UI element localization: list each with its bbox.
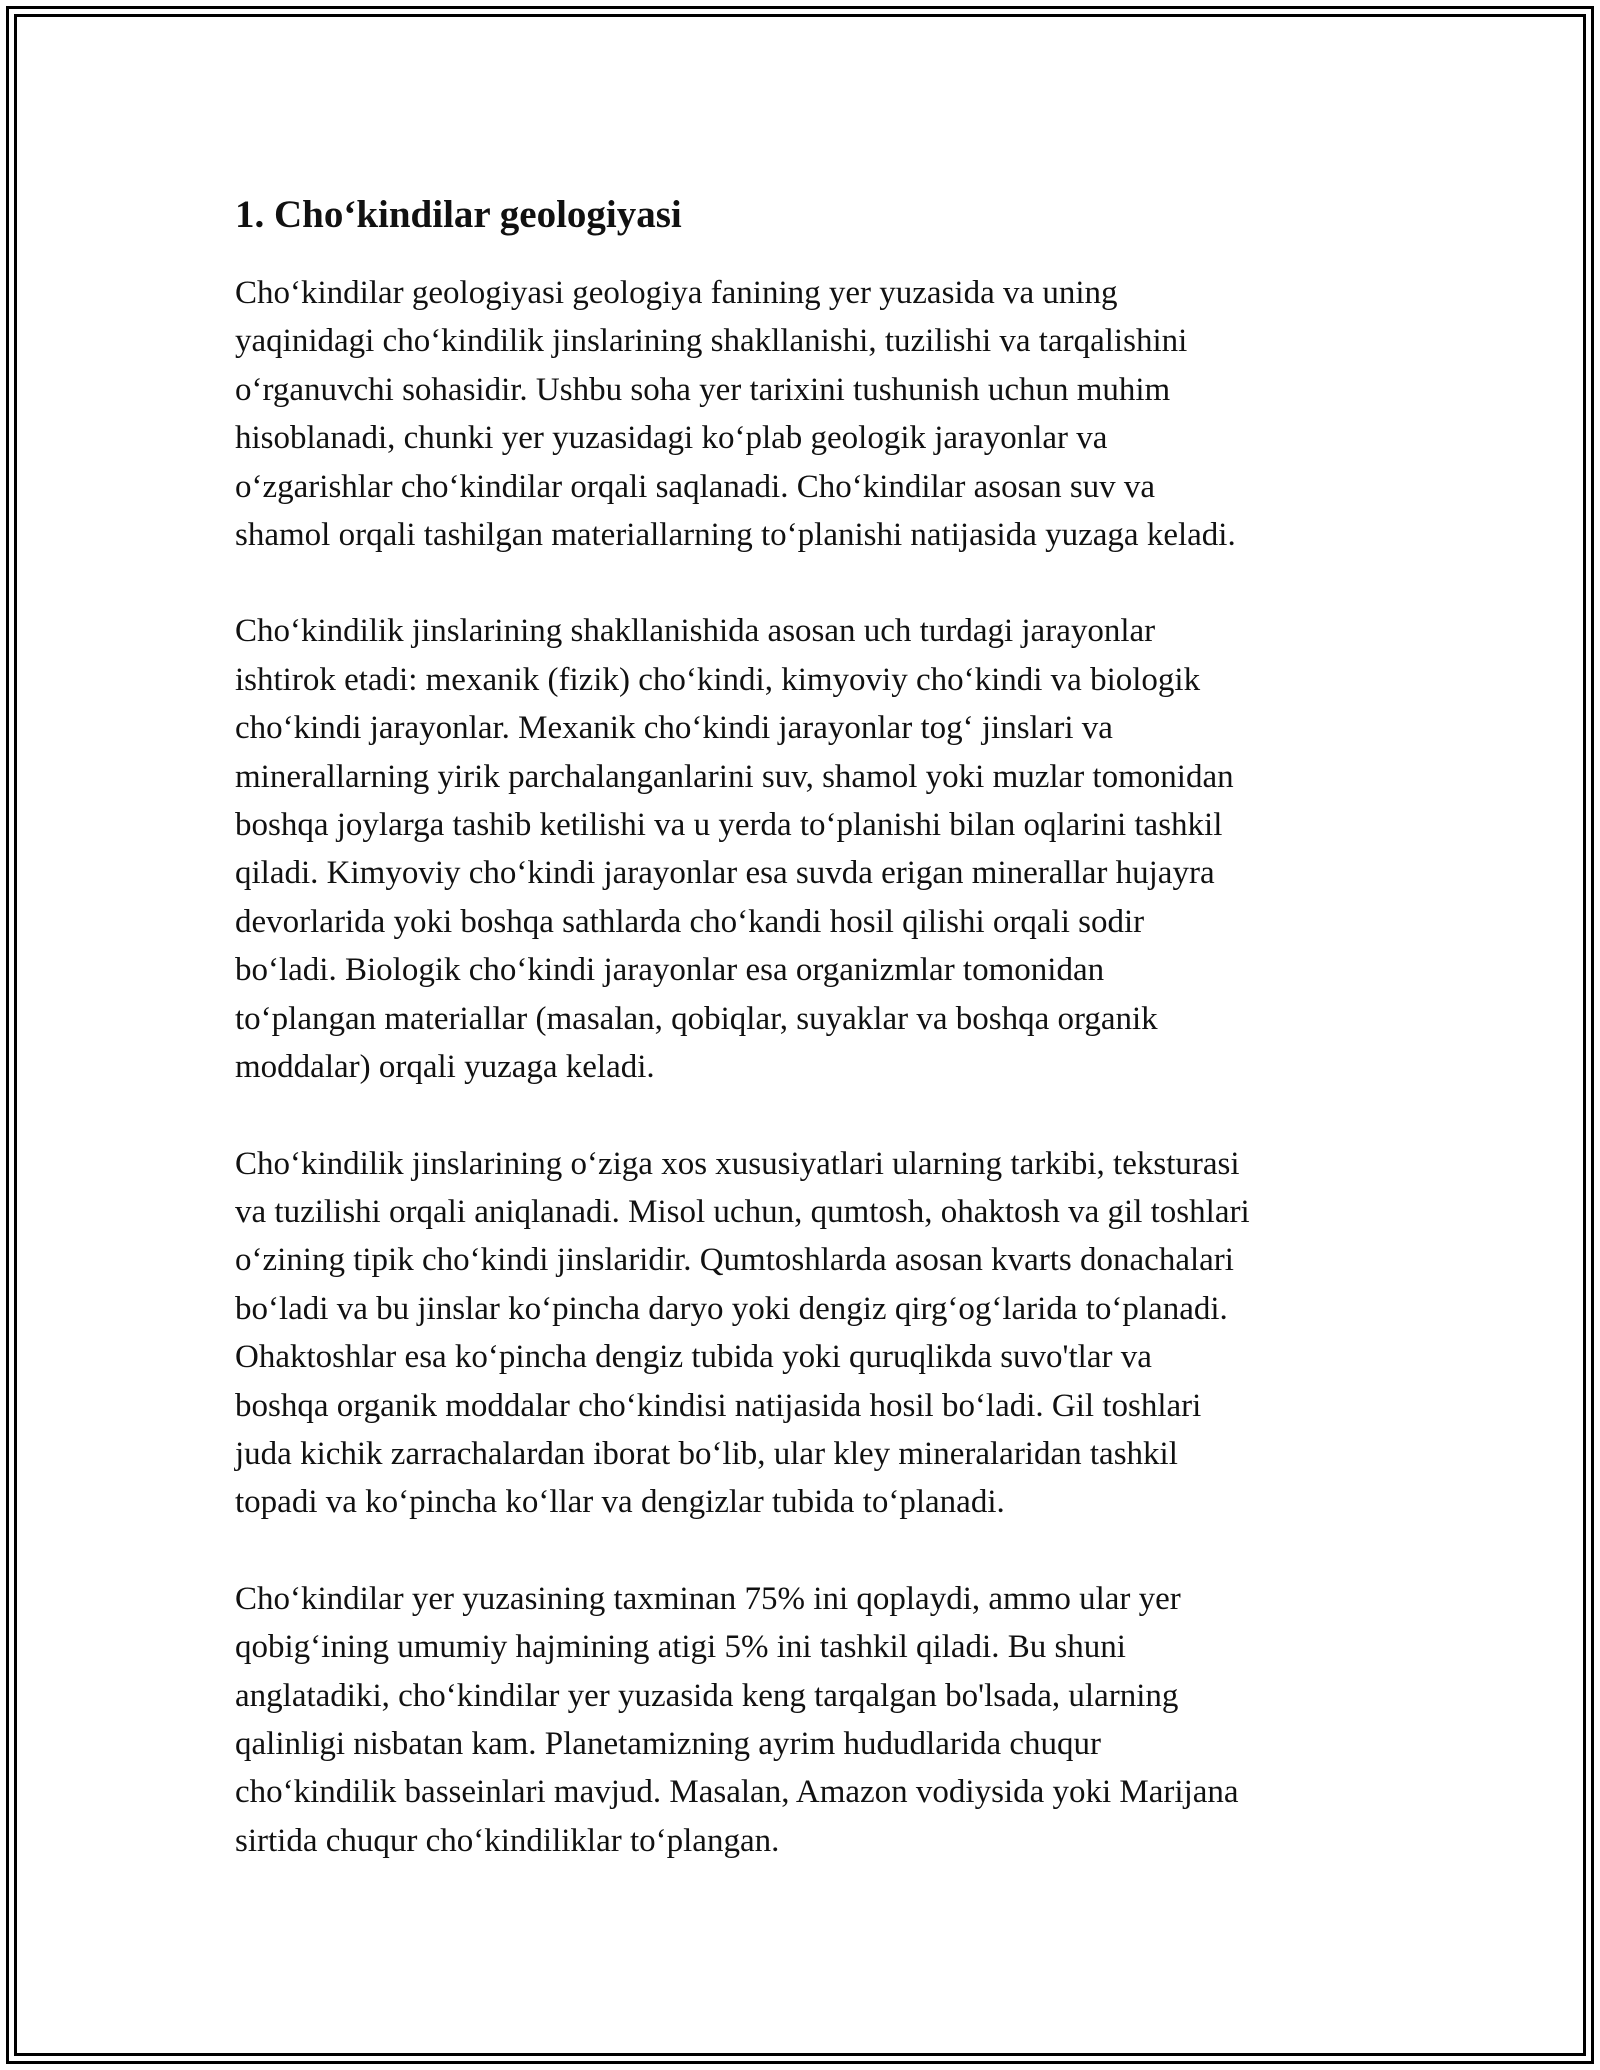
paragraph-line: boʻladi va bu jinslar koʻpincha daryo yoki dengiz qirgʻogʻlarida toʻplanadi. (235, 1290, 1228, 1327)
paragraph-line: boshqa joylarga tashib ketilishi va u yerda toʻplanishi bilan oqlarini tashkil (235, 807, 1223, 844)
paragraph-line: choʻkindilik basseinlari mavjud. Masalan, Amazon vodiysida yoki Marijana (235, 1774, 1239, 1811)
paragraph-line: choʻkindi jarayonlar. Mexanik choʻkindi jarayonlar togʻ jinslari va (235, 710, 1113, 747)
paragraph-line: toʻplangan materiallar (masalan, qobiqlar, suyaklar va boshqa organik (235, 1000, 1158, 1037)
paragraph-line: Choʻkindilar yer yuzasining taxminan 75% ini qoplaydi, ammo ular yer (235, 1580, 1181, 1617)
paragraph-line: qalinligi nisbatan kam. Planetamizning ayrim hududlarida chuqur (235, 1725, 1102, 1762)
paragraph-line: oʻzining tipik choʻkindi jinslaridir. Qumtoshlarda asosan kvarts donachalari (235, 1242, 1234, 1279)
paragraph-line: moddalar) orqali yuzaga keladi. (235, 1049, 655, 1086)
paragraph-line: Choʻkindilar geologiyasi geologiya fanining yer yuzasida va uning (235, 275, 1118, 311)
paragraph-2 (235, 607, 1375, 1091)
paragraph-line: shamol orqali tashilgan materiallarning toʻplanishi natijasida yuzaga keladi. (235, 517, 1236, 554)
paragraph-line: qobigʻining umumiy hajmining atigi 5% ini tashkil qiladi. Bu shuni (235, 1629, 1126, 1666)
paragraph-line: yaqinidagi choʻkindilik jinslarining shakllanishi, tuzilishi va tarqalishini (235, 323, 1188, 360)
paragraph-line: anglatadiki, choʻkindilar yer yuzasida keng tarqalgan bo'lsada, ularning (235, 1677, 1179, 1714)
paragraph-3 (235, 1140, 1375, 1527)
paragraph-line: Ohaktoshlar esa koʻpincha dengiz tubida yoki quruqlikda suvo'tlar va (235, 1339, 1152, 1376)
paragraph-line: oʻrganuvchi sohasidir. Ushbu soha yer tarixini tushunish uchun muhim (235, 371, 1171, 408)
paragraph-line: qiladi. Kimyoviy choʻkindi jarayonlar esa suvda erigan minerallar hujayra (235, 855, 1215, 892)
paragraph-line: minerallarning yirik parchalanganlarini suv, shamol yoki muzlar tomonidan (235, 758, 1234, 795)
paragraph-line: juda kichik zarrachalardan iborat boʻlib, ular kley mineralaridan tashkil (235, 1435, 1178, 1472)
paragraph-line: boʻladi. Biologik choʻkindi jarayonlar esa organizmlar tomonidan (235, 952, 1105, 989)
paragraph-line: boshqa organik moddalar choʻkindisi natijasida hosil boʻladi. Gil toshlari (235, 1387, 1202, 1424)
paragraph-line: topadi va koʻpincha koʻllar va dengizlar tubida toʻplanadi. (235, 1484, 1005, 1521)
paragraph-line: ishtirok etadi: mexanik (fizik) choʻkindi, kimyoviy choʻkindi va biologik (235, 661, 1201, 698)
paragraph-line: Choʻkindilik jinslarining shakllanishida asosan uch turdagi jarayonlar (235, 613, 1156, 650)
paragraph-line: oʻzgarishlar choʻkindilar orqali saqlanadi. Choʻkindilar asosan suv va (235, 468, 1156, 505)
paragraph-line: sirtida chuqur choʻkindiliklar toʻplangan. (235, 1822, 780, 1859)
document-body (235, 185, 1375, 1865)
paragraph-4 (235, 1575, 1375, 1865)
paragraph-line: Choʻkindilik jinslarining oʻziga xos xususiyatlari ularning tarkibi, teksturasi (235, 1145, 1240, 1182)
document-title: 1. Choʻkindilar geologiyasi (235, 193, 682, 236)
paragraph-line: va tuzilishi orqali aniqlanadi. Misol uchun, qumtosh, ohaktosh va gil toshlari (235, 1193, 1250, 1230)
paragraph-line: hisoblanadi, chunki yer yuzasidagi koʻplab geologik jarayonlar va (235, 420, 1108, 457)
paragraph-line: devorlarida yoki boshqa sathlarda choʻkandi hosil qilishi orqali sodir (235, 903, 1145, 940)
paragraph-1 (235, 269, 1375, 559)
